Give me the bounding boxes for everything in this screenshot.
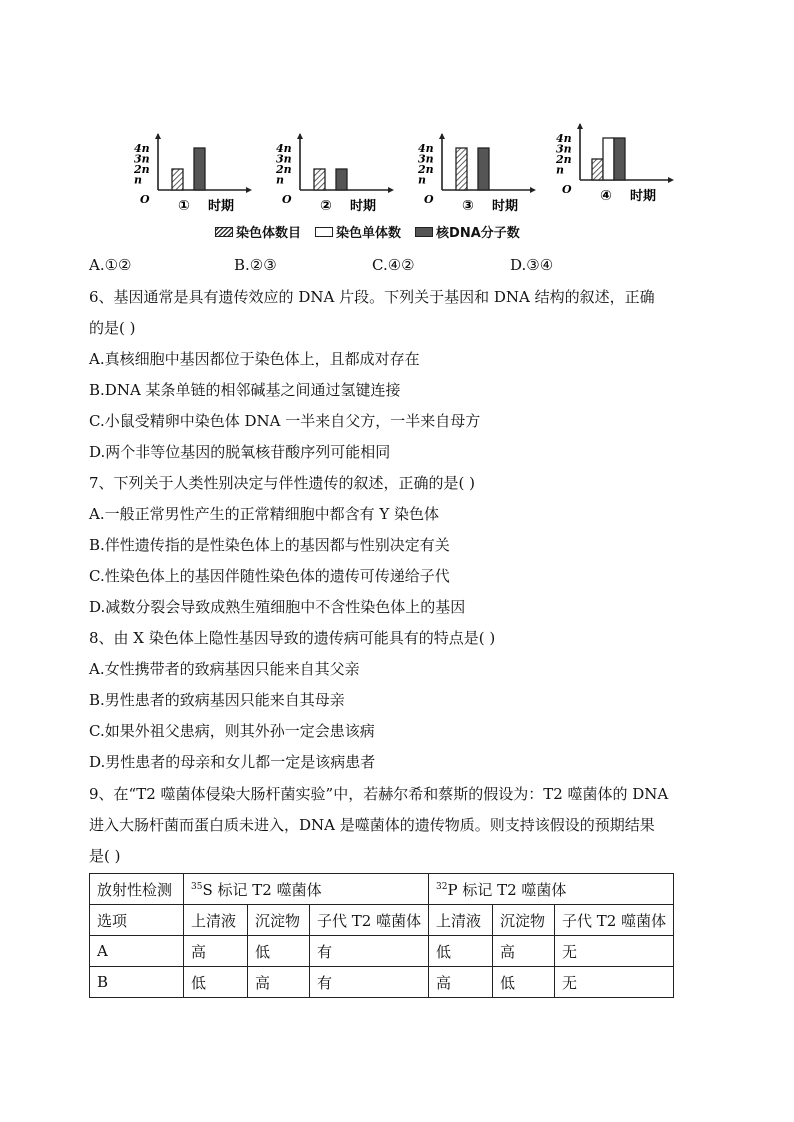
- table-cell: A: [90, 936, 184, 967]
- table-header-s35: [184, 874, 429, 905]
- legend-swatch-dark: [415, 227, 433, 237]
- y-tick-label: 4n: [418, 142, 434, 155]
- bar-dark: [194, 148, 205, 190]
- table-cell: 高: [248, 967, 310, 998]
- bar-dark: [478, 148, 489, 190]
- bar-charts-svg: [100, 118, 720, 228]
- q7-stem: 7、下列关于人类性别决定与伴性遗传的叙述，正确的是( ): [89, 474, 476, 492]
- table-cell: 低: [184, 967, 248, 998]
- y-tick-label: 2n: [276, 163, 292, 176]
- q5-option-a[interactable]: A.①②: [89, 256, 132, 274]
- table-row: [90, 936, 674, 967]
- y-tick-label: n: [276, 173, 284, 187]
- table-header-cell: 选项: [90, 905, 184, 936]
- y-tick-label: 3n: [556, 142, 572, 156]
- y-axis-arrow: [577, 123, 583, 129]
- table-header-row: [90, 905, 674, 936]
- table-cell: 低: [429, 936, 493, 967]
- isotope-sup: 32: [436, 881, 448, 892]
- y-tick-label: n: [134, 173, 142, 187]
- y-tick-label: 4n: [276, 142, 292, 155]
- x-axis-arrow: [668, 177, 674, 183]
- legend-swatch-hatched: [215, 227, 233, 237]
- origin-label: O: [282, 193, 292, 206]
- y-axis-arrow: [297, 133, 303, 139]
- table-header-cell: 沉淀物: [493, 905, 555, 936]
- bar-hatched: [592, 159, 603, 180]
- origin-label: O: [562, 183, 572, 196]
- origin-label: O: [424, 193, 434, 206]
- isotope-label: S 标记 T2 噬菌体: [202, 880, 322, 899]
- isotope-label: P 标记 T2 噬菌体: [447, 880, 567, 899]
- x-axis-period-label: 时期: [350, 199, 377, 214]
- q7-option-d[interactable]: D.减数分裂会导致成熟生殖细胞中不含性染色体上的基因: [89, 598, 466, 616]
- legend-label: 核DNA分子数: [436, 226, 520, 241]
- q9-results-table: [89, 873, 674, 998]
- table-cell: 高: [493, 936, 555, 967]
- bar-dark: [614, 138, 625, 180]
- legend-item-chromosome: [215, 222, 301, 241]
- q6-option-b[interactable]: B.DNA 某条单链的相邻碱基之间通过氢键连接: [89, 381, 401, 399]
- q6-option-a[interactable]: A.真核细胞中基因都位于染色体上，且都成对存在: [89, 350, 420, 368]
- x-axis-arrow: [530, 187, 536, 193]
- table-header-cell: 子代 T2 噬菌体: [555, 905, 674, 936]
- origin-label: O: [140, 193, 150, 206]
- y-tick-label: n: [556, 163, 564, 177]
- table-cell: 有: [310, 967, 429, 998]
- bar-dark: [336, 169, 347, 190]
- table-cell: 无: [555, 936, 674, 967]
- table-header-cell: 上清液: [184, 905, 248, 936]
- table-cell: 低: [248, 936, 310, 967]
- table-cell: 低: [493, 967, 555, 998]
- y-tick-label: 2n: [134, 163, 150, 176]
- q5-option-c[interactable]: C.④②: [372, 256, 415, 274]
- panel-number-label: ③: [462, 198, 474, 214]
- q8-option-b[interactable]: B.男性患者的致病基因只能来自其母亲: [89, 691, 345, 709]
- q8-option-d[interactable]: D.男性患者的母亲和女儿都一定是该病患者: [89, 753, 376, 771]
- panel-number-label: ②: [320, 198, 332, 214]
- q9-stem: 9、在“T2 噬菌体侵染大肠杆菌实验”中，若赫尔希和蔡斯的假设为：T2 噬菌体的 DNA: [89, 785, 669, 803]
- q6-option-c[interactable]: C.小鼠受精卵中染色体 DNA 一半来自父方，一半来自母方: [89, 412, 481, 430]
- panel-number-label: ①: [178, 198, 190, 214]
- legend-swatch-white: [315, 227, 333, 237]
- panel-number-label: ④: [600, 188, 612, 204]
- table-header-cell: 上清液: [429, 905, 493, 936]
- table-cell: B: [90, 967, 184, 998]
- table-header-cell: 子代 T2 噬菌体: [310, 905, 429, 936]
- q9-stem-cont: 进入大肠杆菌而蛋白质未进入，DNA 是噬菌体的遗传物质。则支持该假设的预期结果: [89, 816, 655, 834]
- y-axis-arrow: [155, 133, 161, 139]
- q5-options: [89, 256, 709, 276]
- y-tick-label: 3n: [134, 152, 150, 166]
- q7-option-a[interactable]: A.一般正常男性产生的正常精细胞中都含有 Y 染色体: [89, 505, 440, 523]
- q8-option-a[interactable]: A.女性携带者的致病基因只能来自其父亲: [89, 660, 360, 678]
- q5-option-b[interactable]: B.②③: [234, 256, 277, 274]
- table-header-p32: [429, 874, 674, 905]
- table-header-cell: 放射性检测: [90, 874, 184, 905]
- q5-option-d[interactable]: D.③④: [510, 256, 554, 274]
- legend-item-dna: [415, 222, 520, 241]
- x-axis-period-label: 时期: [208, 199, 235, 214]
- isotope-sup: 35: [191, 881, 203, 892]
- chart-legend: [215, 222, 520, 241]
- bar-white: [603, 138, 614, 180]
- q8-stem: 8、由 X 染色体上隐性基因导致的遗传病可能具有的特点是( ): [89, 629, 496, 647]
- y-tick-label: 4n: [556, 132, 572, 145]
- y-axis-arrow: [439, 133, 445, 139]
- legend-label: 染色体数目: [236, 226, 302, 241]
- x-axis-period-label: 时期: [492, 199, 519, 214]
- bar-hatched: [172, 169, 183, 190]
- q6-stem: 6、基因通常是具有遗传效应的 DNA 片段。下列关于基因和 DNA 结构的叙述，正确: [89, 288, 655, 306]
- legend-item-chromatid: [315, 222, 401, 241]
- table-header-cell: 沉淀物: [248, 905, 310, 936]
- y-tick-label: 4n: [134, 142, 150, 155]
- q7-option-b[interactable]: B.伴性遗传指的是性染色体上的基因都与性别决定有关: [89, 536, 450, 554]
- y-tick-label: n: [418, 173, 426, 187]
- y-tick-label: 2n: [556, 153, 572, 166]
- y-tick-label: 3n: [418, 152, 434, 166]
- table-header-row: [90, 874, 674, 905]
- bar-hatched: [314, 169, 325, 190]
- x-axis-arrow: [388, 187, 394, 193]
- bar-hatched: [456, 148, 467, 190]
- x-axis-arrow: [246, 187, 252, 193]
- x-axis-period-label: 时期: [630, 189, 657, 204]
- y-tick-label: 2n: [418, 163, 434, 176]
- table-cell: 高: [429, 967, 493, 998]
- table-row: [90, 967, 674, 998]
- table-cell: 无: [555, 967, 674, 998]
- q7-option-c[interactable]: C.性染色体上的基因伴随性染色体的遗传可传递给子代: [89, 567, 450, 585]
- legend-label: 染色单体数: [336, 226, 402, 241]
- table-cell: 有: [310, 936, 429, 967]
- q9-stem-end: 是( ): [89, 847, 121, 865]
- table-cell: 高: [184, 936, 248, 967]
- y-tick-label: 3n: [276, 152, 292, 166]
- q8-option-c[interactable]: C.如果外祖父患病，则其外孙一定会患该病: [89, 722, 375, 740]
- q6-stem-cont: 的是( ): [89, 319, 136, 337]
- q6-option-d[interactable]: D.两个非等位基因的脱氧核苷酸序列可能相同: [89, 443, 391, 461]
